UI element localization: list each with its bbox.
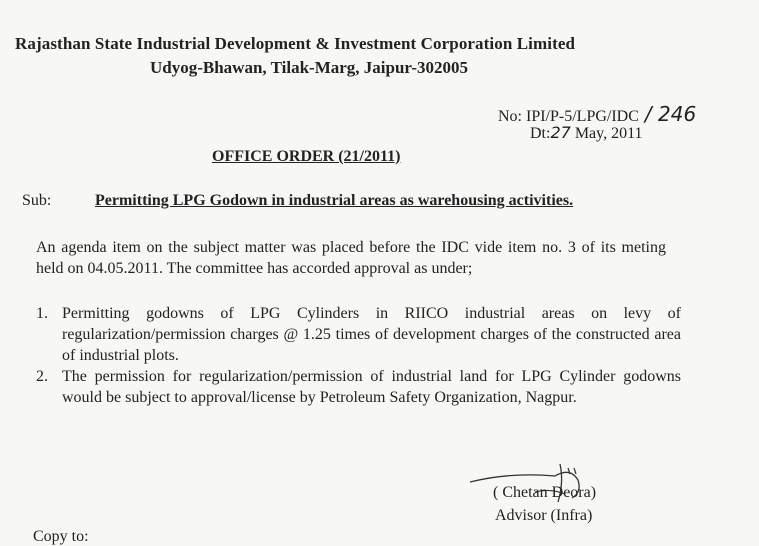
subject-text-body: Permitting LPG Godown in industrial areas as warehousing activities (95, 192, 570, 209)
organization-name: Rajasthan State Industrial Development & Investment Corporation Limited (15, 34, 576, 53)
reference-number-handwritten: / 246 (644, 102, 697, 126)
approval-points-list (36, 303, 681, 408)
list-item-number: 1. (36, 305, 48, 322)
signatory-designation: Advisor (Infra) (495, 507, 593, 524)
subject-text (95, 192, 573, 210)
body-paragraph: An agenda item on the subject matter was placed before the IDC vide item no. 3 of its meting held on 04.05.2011. The committee has accorded approval as under; (36, 239, 666, 277)
signatory-name: ( Chetan Deora) (493, 484, 597, 501)
date-day-handwritten: 27 (550, 123, 571, 142)
list-item (36, 366, 681, 408)
list-item (36, 303, 681, 366)
office-order-title: OFFICE ORDER (21/2011) (212, 148, 401, 165)
list-item-number: 2. (36, 368, 48, 385)
copy-to-label: Copy to: (33, 528, 89, 545)
subject-label: Sub: (22, 192, 52, 209)
reference-number-printed: No: IPI/P-5/LPG/IDC (498, 108, 639, 125)
organization-address: Udyog-Bhawan, Tilak-Marg, Jaipur-302005 (150, 58, 469, 77)
order-date (530, 123, 643, 143)
date-prefix: Dt: (530, 125, 551, 142)
date-suffix: May, 2011 (570, 125, 643, 142)
subject-end-punct: . (569, 192, 574, 209)
list-item-text: The permission for regularization/permission of industrial land for LPG Cylinder godowns would be subject to approval/license by Petroleum Safety Organization, Nagpur. (62, 368, 681, 406)
list-item-text: Permitting godowns of LPG Cylinders in RIICO industrial areas on levy of regularization/permission charges @ 1.25 times of development charges of the constructed area of industrial plots. (62, 305, 681, 364)
